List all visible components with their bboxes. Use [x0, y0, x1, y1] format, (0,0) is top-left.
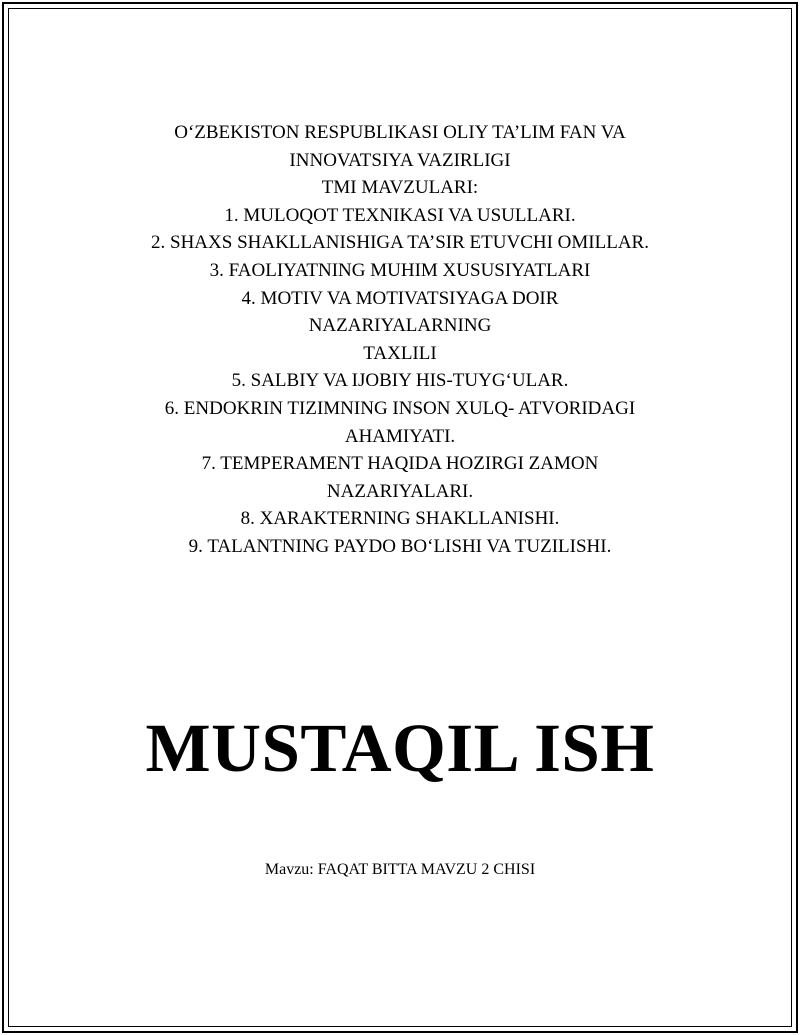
topic-item-8: 8. XARAKTERNING SHAKLLANISHI. [240, 508, 560, 530]
topic-item-3: 3. FAOLIYATNING MUHIM XUSUSIYATLARI [209, 259, 591, 281]
topic-item-4-part-3: TAXLILI [363, 342, 437, 364]
header-line-ministry-1: O‘ZBEKISTON RESPUBLIKASI OLIY TA’LIM FAN VA [174, 122, 626, 143]
topic-item-4-part-2: NAZARIYALARNING [308, 315, 492, 337]
topic-item-6-part-1: 6. ENDOKRIN TIZIMNING INSON XULQ- ATVORIDAGI [164, 397, 636, 419]
topic-item-6-part-2: AHAMIYATI. [344, 425, 456, 447]
topic-item-5: 5. SALBIY VA IJOBIY HIS-TUYG‘ULAR. [231, 370, 569, 392]
topic-item-2: 2. SHAXS SHAKLLANISHIGA TA’SIR ETUVCHI OMILLAR. [151, 232, 649, 254]
topic-item-9: 9. TALANTNING PAYDO BO‘LISHI VA TUZILISHI. [188, 535, 612, 557]
topic-item-7-part-1: 7. TEMPERAMENT HAQIDA HOZIRGI ZAMON [201, 453, 599, 475]
topic-item-1: 1. MULOQOT TEXNIKASI VA USULLARI. [224, 204, 576, 226]
topic-item-7-part-2: NAZARIYALARI. [326, 480, 474, 502]
document-title: MUSTAQIL ISH [145, 710, 655, 786]
subject-line: Mavzu: FAQAT BITTA MAVZU 2 CHISI [264, 861, 536, 878]
header-topics-block [60, 119, 740, 561]
header-line-ministry-2: INNOVATSIYA VAZIRLIGI [289, 149, 511, 171]
topics-heading: TMI MAVZULARI: [321, 177, 479, 199]
topic-item-4-part-1: 4. MOTIV VA MOTIVATSIYAGA DOIR [241, 287, 559, 309]
